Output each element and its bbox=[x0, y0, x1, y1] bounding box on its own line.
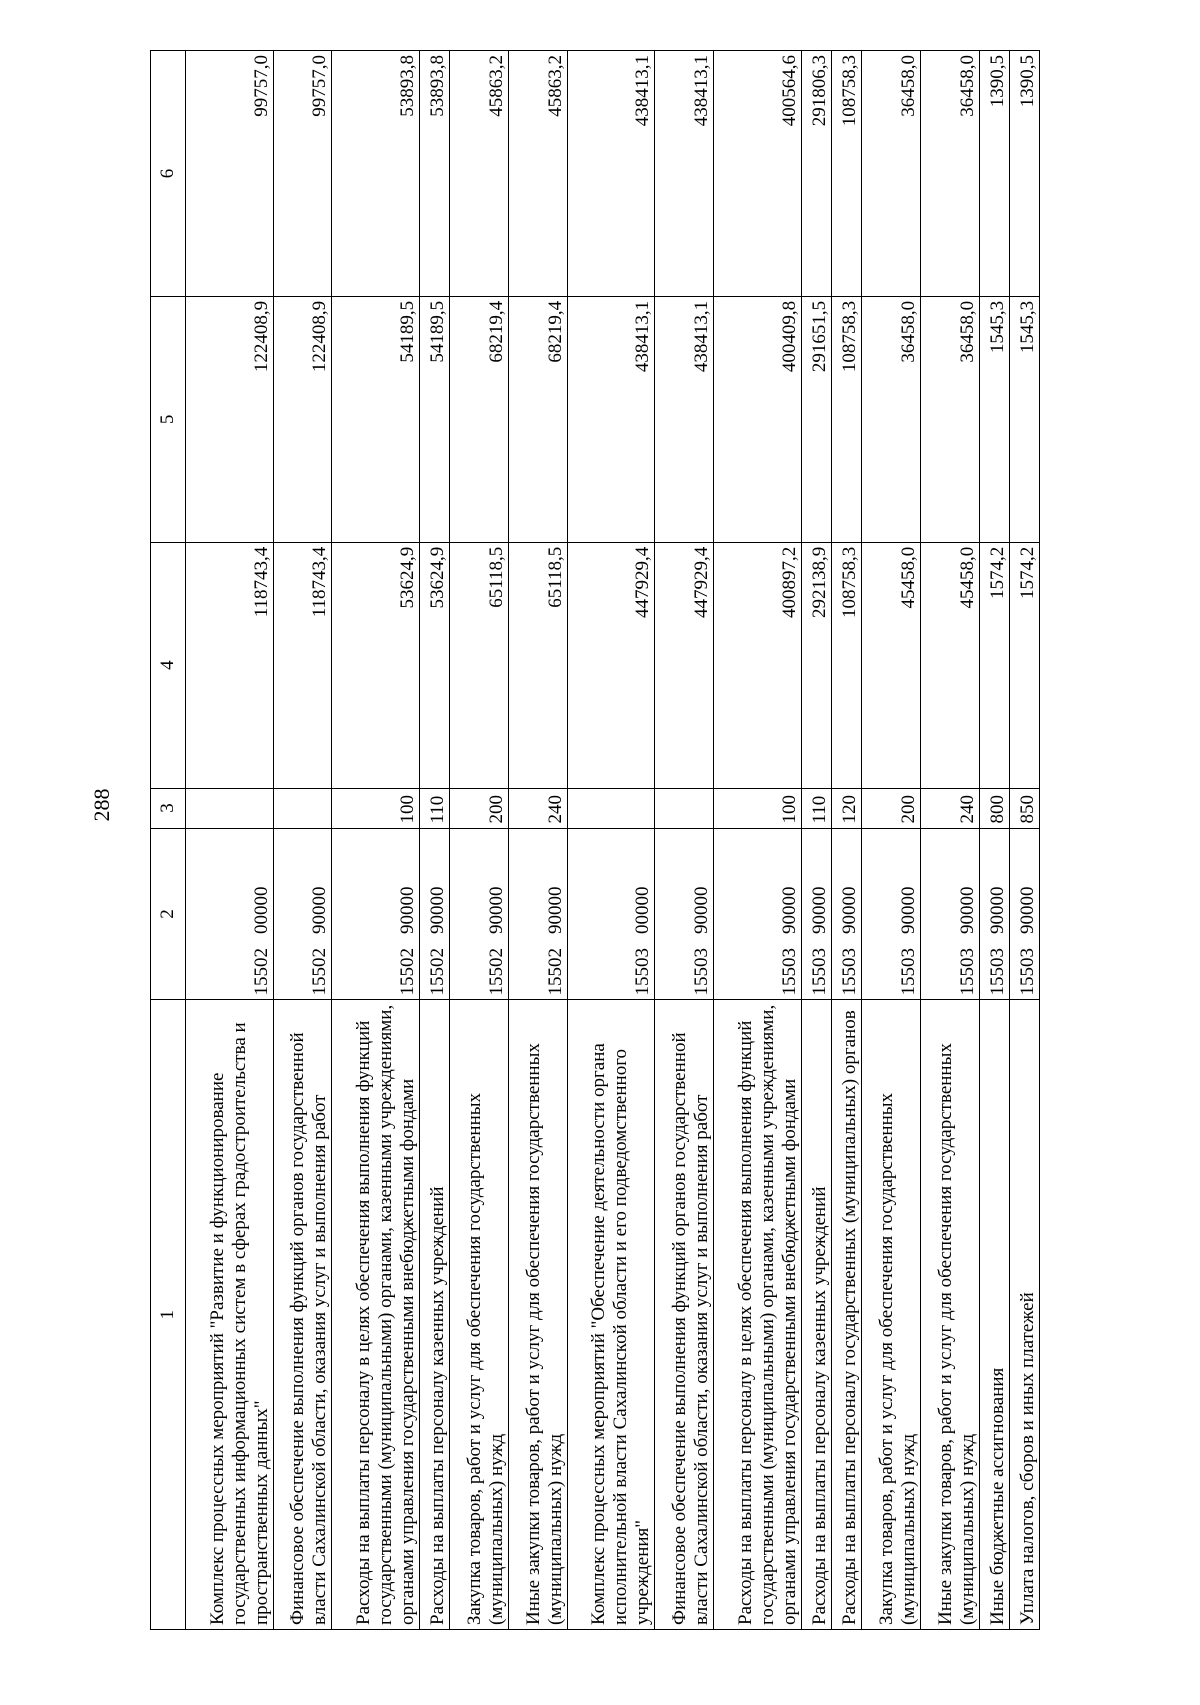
row-value-col5: 438413,1 bbox=[655, 296, 714, 542]
code-program: 15502 bbox=[397, 947, 419, 996]
table-row bbox=[567, 51, 655, 1630]
row-value-col6: 99757,0 bbox=[186, 51, 274, 297]
column-header-5: 5 bbox=[151, 296, 186, 542]
row-value-col6: 36458,0 bbox=[862, 51, 921, 297]
row-value-col5: 68219,4 bbox=[450, 296, 509, 542]
row-name-cell: Финансовое обеспечение выполнения функций органов государственной власти Сахалинской области, оказания услуг и выполнения работ bbox=[273, 1000, 332, 1630]
code-program: 15503 bbox=[897, 947, 919, 996]
row-expense-type-cell: 800 bbox=[979, 788, 1009, 828]
row-value-col6: 1390,5 bbox=[979, 51, 1009, 297]
row-expense-type-cell: 200 bbox=[450, 788, 509, 828]
row-name-cell: Комплекс процессных мероприятий "Обеспечение деятельности органа исполнительной власти Сахалинской области и его подведомственного учреждения" bbox=[567, 1000, 655, 1630]
table-row bbox=[186, 51, 274, 1630]
code-program: 15503 bbox=[691, 947, 713, 996]
row-value-col6: 45863,2 bbox=[508, 51, 567, 297]
row-value-col5: 36458,0 bbox=[862, 296, 921, 542]
code-program: 15503 bbox=[839, 947, 861, 996]
row-code-cell bbox=[1009, 828, 1039, 1000]
row-code-cell bbox=[714, 828, 802, 1000]
budget-table bbox=[150, 50, 1040, 1630]
column-header-4: 4 bbox=[151, 542, 186, 788]
table-row bbox=[508, 51, 567, 1630]
row-name-cell: Расходы на выплаты персоналу казенных учреждений bbox=[801, 1000, 831, 1630]
row-expense-type-cell: 110 bbox=[801, 788, 831, 828]
row-value-col4: 118743,4 bbox=[273, 542, 332, 788]
code-direction: 90000 bbox=[485, 886, 507, 934]
row-code-cell bbox=[655, 828, 714, 1000]
row-value-col6: 53893,8 bbox=[420, 51, 450, 297]
row-expense-type-cell: 100 bbox=[332, 788, 420, 828]
row-expense-type-cell: 200 bbox=[862, 788, 921, 828]
row-value-col6: 400564,6 bbox=[714, 51, 802, 297]
row-value-col6: 36458,0 bbox=[920, 51, 979, 297]
row-expense-type-cell: 240 bbox=[508, 788, 567, 828]
row-name-cell: Комплекс процессных мероприятий "Развитие и функционирование государственных информационных систем в сферах градостроительства и пространственных данных" bbox=[186, 1000, 274, 1630]
row-expense-type-cell: 240 bbox=[920, 788, 979, 828]
code-direction: 90000 bbox=[839, 886, 861, 934]
table-row bbox=[714, 51, 802, 1630]
row-name-cell: Финансовое обеспечение выполнения функций органов государственной власти Сахалинской области, оказания услуг и выполнения работ bbox=[655, 1000, 714, 1630]
row-value-col5: 438413,1 bbox=[567, 296, 655, 542]
row-name-cell: Закупка товаров, работ и услуг для обеспечения государственных (муниципальных) нужд bbox=[450, 1000, 509, 1630]
code-direction: 90000 bbox=[808, 886, 830, 934]
row-value-col5: 400409,8 bbox=[714, 296, 802, 542]
row-expense-type-cell: 100 bbox=[714, 788, 802, 828]
row-value-col6: 438413,1 bbox=[655, 51, 714, 297]
row-value-col5: 1545,3 bbox=[979, 296, 1009, 542]
row-expense-type-cell bbox=[567, 788, 655, 828]
row-value-col5: 122408,9 bbox=[186, 296, 274, 542]
code-program: 15502 bbox=[309, 947, 331, 996]
code-program: 15502 bbox=[250, 947, 272, 996]
row-value-col4: 45458,0 bbox=[862, 542, 921, 788]
table-row bbox=[655, 51, 714, 1630]
row-expense-type-cell bbox=[655, 788, 714, 828]
row-name-cell: Уплата налогов, сборов и иных платежей bbox=[1009, 1000, 1039, 1630]
page-number: 288 bbox=[89, 788, 114, 822]
table-row bbox=[920, 51, 979, 1630]
row-name-cell: Расходы на выплаты персоналу в целях обеспечения выполнения функций государственными (муниципальными) органами, казенными учреждениями, органами управления государственными внебюджетными фондами bbox=[714, 1000, 802, 1630]
row-name-cell: Расходы на выплаты персоналу казенных учреждений bbox=[420, 1000, 450, 1630]
rotated-table-container bbox=[150, 50, 1040, 1630]
table-row bbox=[450, 51, 509, 1630]
code-program: 15502 bbox=[544, 947, 566, 996]
code-direction: 90000 bbox=[1017, 886, 1038, 934]
row-value-col4: 1574,2 bbox=[979, 542, 1009, 788]
row-value-col5: 36458,0 bbox=[920, 296, 979, 542]
row-value-col4: 118743,4 bbox=[186, 542, 274, 788]
row-value-col5: 122408,9 bbox=[273, 296, 332, 542]
row-code-cell bbox=[273, 828, 332, 1000]
row-expense-type-cell: 110 bbox=[420, 788, 450, 828]
row-value-col4: 53624,9 bbox=[332, 542, 420, 788]
column-number-row bbox=[151, 51, 186, 1630]
table-row bbox=[273, 51, 332, 1630]
code-direction: 90000 bbox=[309, 886, 331, 934]
table-row bbox=[801, 51, 831, 1630]
column-header-6: 6 bbox=[151, 51, 186, 297]
row-value-col4: 447929,4 bbox=[655, 542, 714, 788]
row-name-cell: Иные закупки товаров, работ и услуг для обеспечения государственных (муниципальных) нужд bbox=[920, 1000, 979, 1630]
column-header-3: 3 bbox=[151, 788, 186, 828]
row-code-cell bbox=[862, 828, 921, 1000]
code-direction: 00000 bbox=[632, 886, 654, 934]
row-name-cell: Иные бюджетные ассигнования bbox=[979, 1000, 1009, 1630]
column-header-1: 1 bbox=[151, 1000, 186, 1630]
row-value-col6: 45863,2 bbox=[450, 51, 509, 297]
row-value-col5: 108758,3 bbox=[831, 296, 861, 542]
row-value-col5: 68219,4 bbox=[508, 296, 567, 542]
row-expense-type-cell bbox=[273, 788, 332, 828]
code-program: 15503 bbox=[808, 947, 830, 996]
row-value-col4: 53624,9 bbox=[420, 542, 450, 788]
row-value-col6: 53893,8 bbox=[332, 51, 420, 297]
row-value-col4: 65118,5 bbox=[508, 542, 567, 788]
row-value-col4: 400897,2 bbox=[714, 542, 802, 788]
code-direction: 90000 bbox=[778, 886, 800, 934]
row-value-col4: 108758,3 bbox=[831, 542, 861, 788]
row-value-col6: 108758,3 bbox=[831, 51, 861, 297]
row-code-cell bbox=[567, 828, 655, 1000]
row-name-cell: Закупка товаров, работ и услуг для обеспечения государственных (муниципальных) нужд bbox=[862, 1000, 921, 1630]
code-program: 15503 bbox=[632, 947, 654, 996]
row-code-cell bbox=[979, 828, 1009, 1000]
table-row bbox=[862, 51, 921, 1630]
table-row bbox=[831, 51, 861, 1630]
row-name-cell: Иные закупки товаров, работ и услуг для обеспечения государственных (муниципальных) нужд bbox=[508, 1000, 567, 1630]
code-direction: 90000 bbox=[691, 886, 713, 934]
row-name-cell: Расходы на выплаты персоналу в целях обеспечения выполнения функций государственными (муниципальными) органами, казенными учреждениями, органами управления государственными внебюджетными фондами bbox=[332, 1000, 420, 1630]
row-value-col6: 1390,5 bbox=[1009, 51, 1039, 297]
row-code-cell bbox=[508, 828, 567, 1000]
table-row bbox=[979, 51, 1009, 1630]
row-value-col4: 292138,9 bbox=[801, 542, 831, 788]
row-expense-type-cell: 120 bbox=[831, 788, 861, 828]
code-program: 15503 bbox=[956, 947, 978, 996]
code-direction: 00000 bbox=[250, 886, 272, 934]
code-direction: 90000 bbox=[397, 886, 419, 934]
table-body bbox=[186, 51, 1040, 1630]
column-header-2: 2 bbox=[151, 828, 186, 1000]
row-expense-type-cell bbox=[186, 788, 274, 828]
table-row bbox=[420, 51, 450, 1630]
row-code-cell bbox=[420, 828, 450, 1000]
code-direction: 90000 bbox=[986, 886, 1008, 934]
row-code-cell bbox=[186, 828, 274, 1000]
code-program: 15503 bbox=[1017, 947, 1038, 996]
code-direction: 90000 bbox=[956, 886, 978, 934]
code-program: 15502 bbox=[485, 947, 507, 996]
row-value-col6: 438413,1 bbox=[567, 51, 655, 297]
row-name-cell: Расходы на выплаты персоналу государственных (муниципальных) органов bbox=[831, 1000, 861, 1630]
row-code-cell bbox=[332, 828, 420, 1000]
code-program: 15502 bbox=[427, 947, 449, 996]
row-value-col4: 65118,5 bbox=[450, 542, 509, 788]
code-direction: 90000 bbox=[427, 886, 449, 934]
row-value-col5: 291651,5 bbox=[801, 296, 831, 542]
table-row bbox=[332, 51, 420, 1630]
row-code-cell bbox=[920, 828, 979, 1000]
row-value-col4: 1574,2 bbox=[1009, 542, 1039, 788]
row-value-col5: 1545,3 bbox=[1009, 296, 1039, 542]
row-code-cell bbox=[801, 828, 831, 1000]
code-program: 15503 bbox=[986, 947, 1008, 996]
row-value-col4: 447929,4 bbox=[567, 542, 655, 788]
row-code-cell bbox=[450, 828, 509, 1000]
row-value-col5: 54189,5 bbox=[332, 296, 420, 542]
code-direction: 90000 bbox=[544, 886, 566, 934]
row-value-col6: 99757,0 bbox=[273, 51, 332, 297]
row-value-col5: 54189,5 bbox=[420, 296, 450, 542]
row-value-col6: 291806,3 bbox=[801, 51, 831, 297]
code-direction: 90000 bbox=[897, 886, 919, 934]
row-expense-type-cell: 850 bbox=[1009, 788, 1039, 828]
table-row bbox=[1009, 51, 1039, 1630]
code-program: 15503 bbox=[778, 947, 800, 996]
row-code-cell bbox=[831, 828, 861, 1000]
row-value-col4: 45458,0 bbox=[920, 542, 979, 788]
